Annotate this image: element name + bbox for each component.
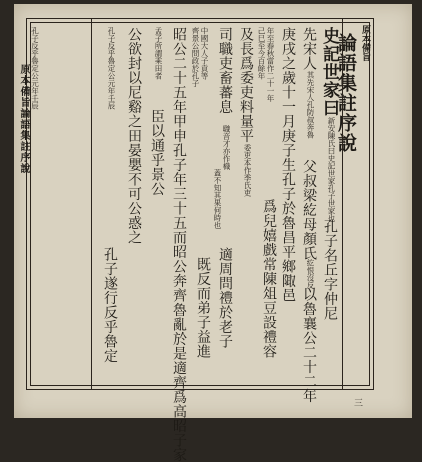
annotation-8: 蓋不知其果何時也 [213, 169, 222, 229]
text-column-14: 公欲封以尼谿之田晏嬰不可公惑之 [126, 27, 142, 245]
page-title: 論語集註序說 [335, 33, 357, 153]
annotation-12: 孔子反乎魯定公元年壬辰 [107, 27, 116, 110]
annotation-3: 紇恨沒反 [306, 259, 315, 289]
text-column-10: 適周問禮於老子 [217, 247, 233, 349]
column-rule [342, 19, 343, 389]
annotation-4: 年至春秋當作二十一年 [266, 27, 275, 102]
annotation-7: 職音才亦作樴 [222, 125, 231, 170]
text-column-1: 史記世家曰 [319, 27, 339, 117]
text-column-4: 父叔梁紇母顏氏 [301, 159, 317, 261]
annotation-5: 己巳至今百餘年 [257, 27, 266, 80]
page-number: 三 [354, 399, 364, 409]
book-spine-label: 原本備旨論語集註序說 [18, 64, 29, 174]
text-column-3: 先宋人 [301, 27, 317, 71]
annotation-2: 其先宋人孔防叔奔魯 [306, 71, 315, 139]
text-column-12: 昭公二十五年甲申孔子年三十五而昭公奔齊魯亂於是適齊爲高昭子家 [171, 27, 187, 462]
annotation-6: 委吏本作季氏吏 [243, 144, 252, 197]
text-column-11: 既反而弟子益進 [195, 257, 211, 359]
text-column-8: 及長爲委吏料量平 [238, 27, 254, 143]
annotation-13: 孔子反乎魯定公元年壬辰 [30, 27, 40, 110]
annotation-10: 齊景公問政於孔子 [191, 27, 200, 87]
text-column-5: 以魯襄公二十二年 [301, 287, 317, 403]
text-column-2: 孔子名丘字仲尼 [322, 219, 338, 321]
annotation-9: 中國大人子貢等 [200, 27, 209, 80]
text-column-7: 爲兒嬉戲常陳俎豆設禮容 [261, 199, 277, 359]
book-page [14, 4, 412, 462]
column-rule-left [91, 19, 92, 389]
annotation-1: 新安陳氏曰史記世家孔子世家也 [327, 117, 336, 222]
series-label: 原本備旨 [360, 25, 370, 61]
text-column-9: 司職吏畜蕃息 [217, 27, 233, 114]
annotation-11: 孟子所謂乘田者 [154, 27, 163, 80]
text-column-6: 庚戌之歲十一月庚子生孔子於魯昌平鄉陬邑 [280, 27, 296, 303]
text-column-15: 孔子遂行反乎魯定 [102, 247, 118, 363]
text-column-13: 臣以通乎景公 [149, 109, 165, 196]
text-frame [26, 18, 374, 462]
